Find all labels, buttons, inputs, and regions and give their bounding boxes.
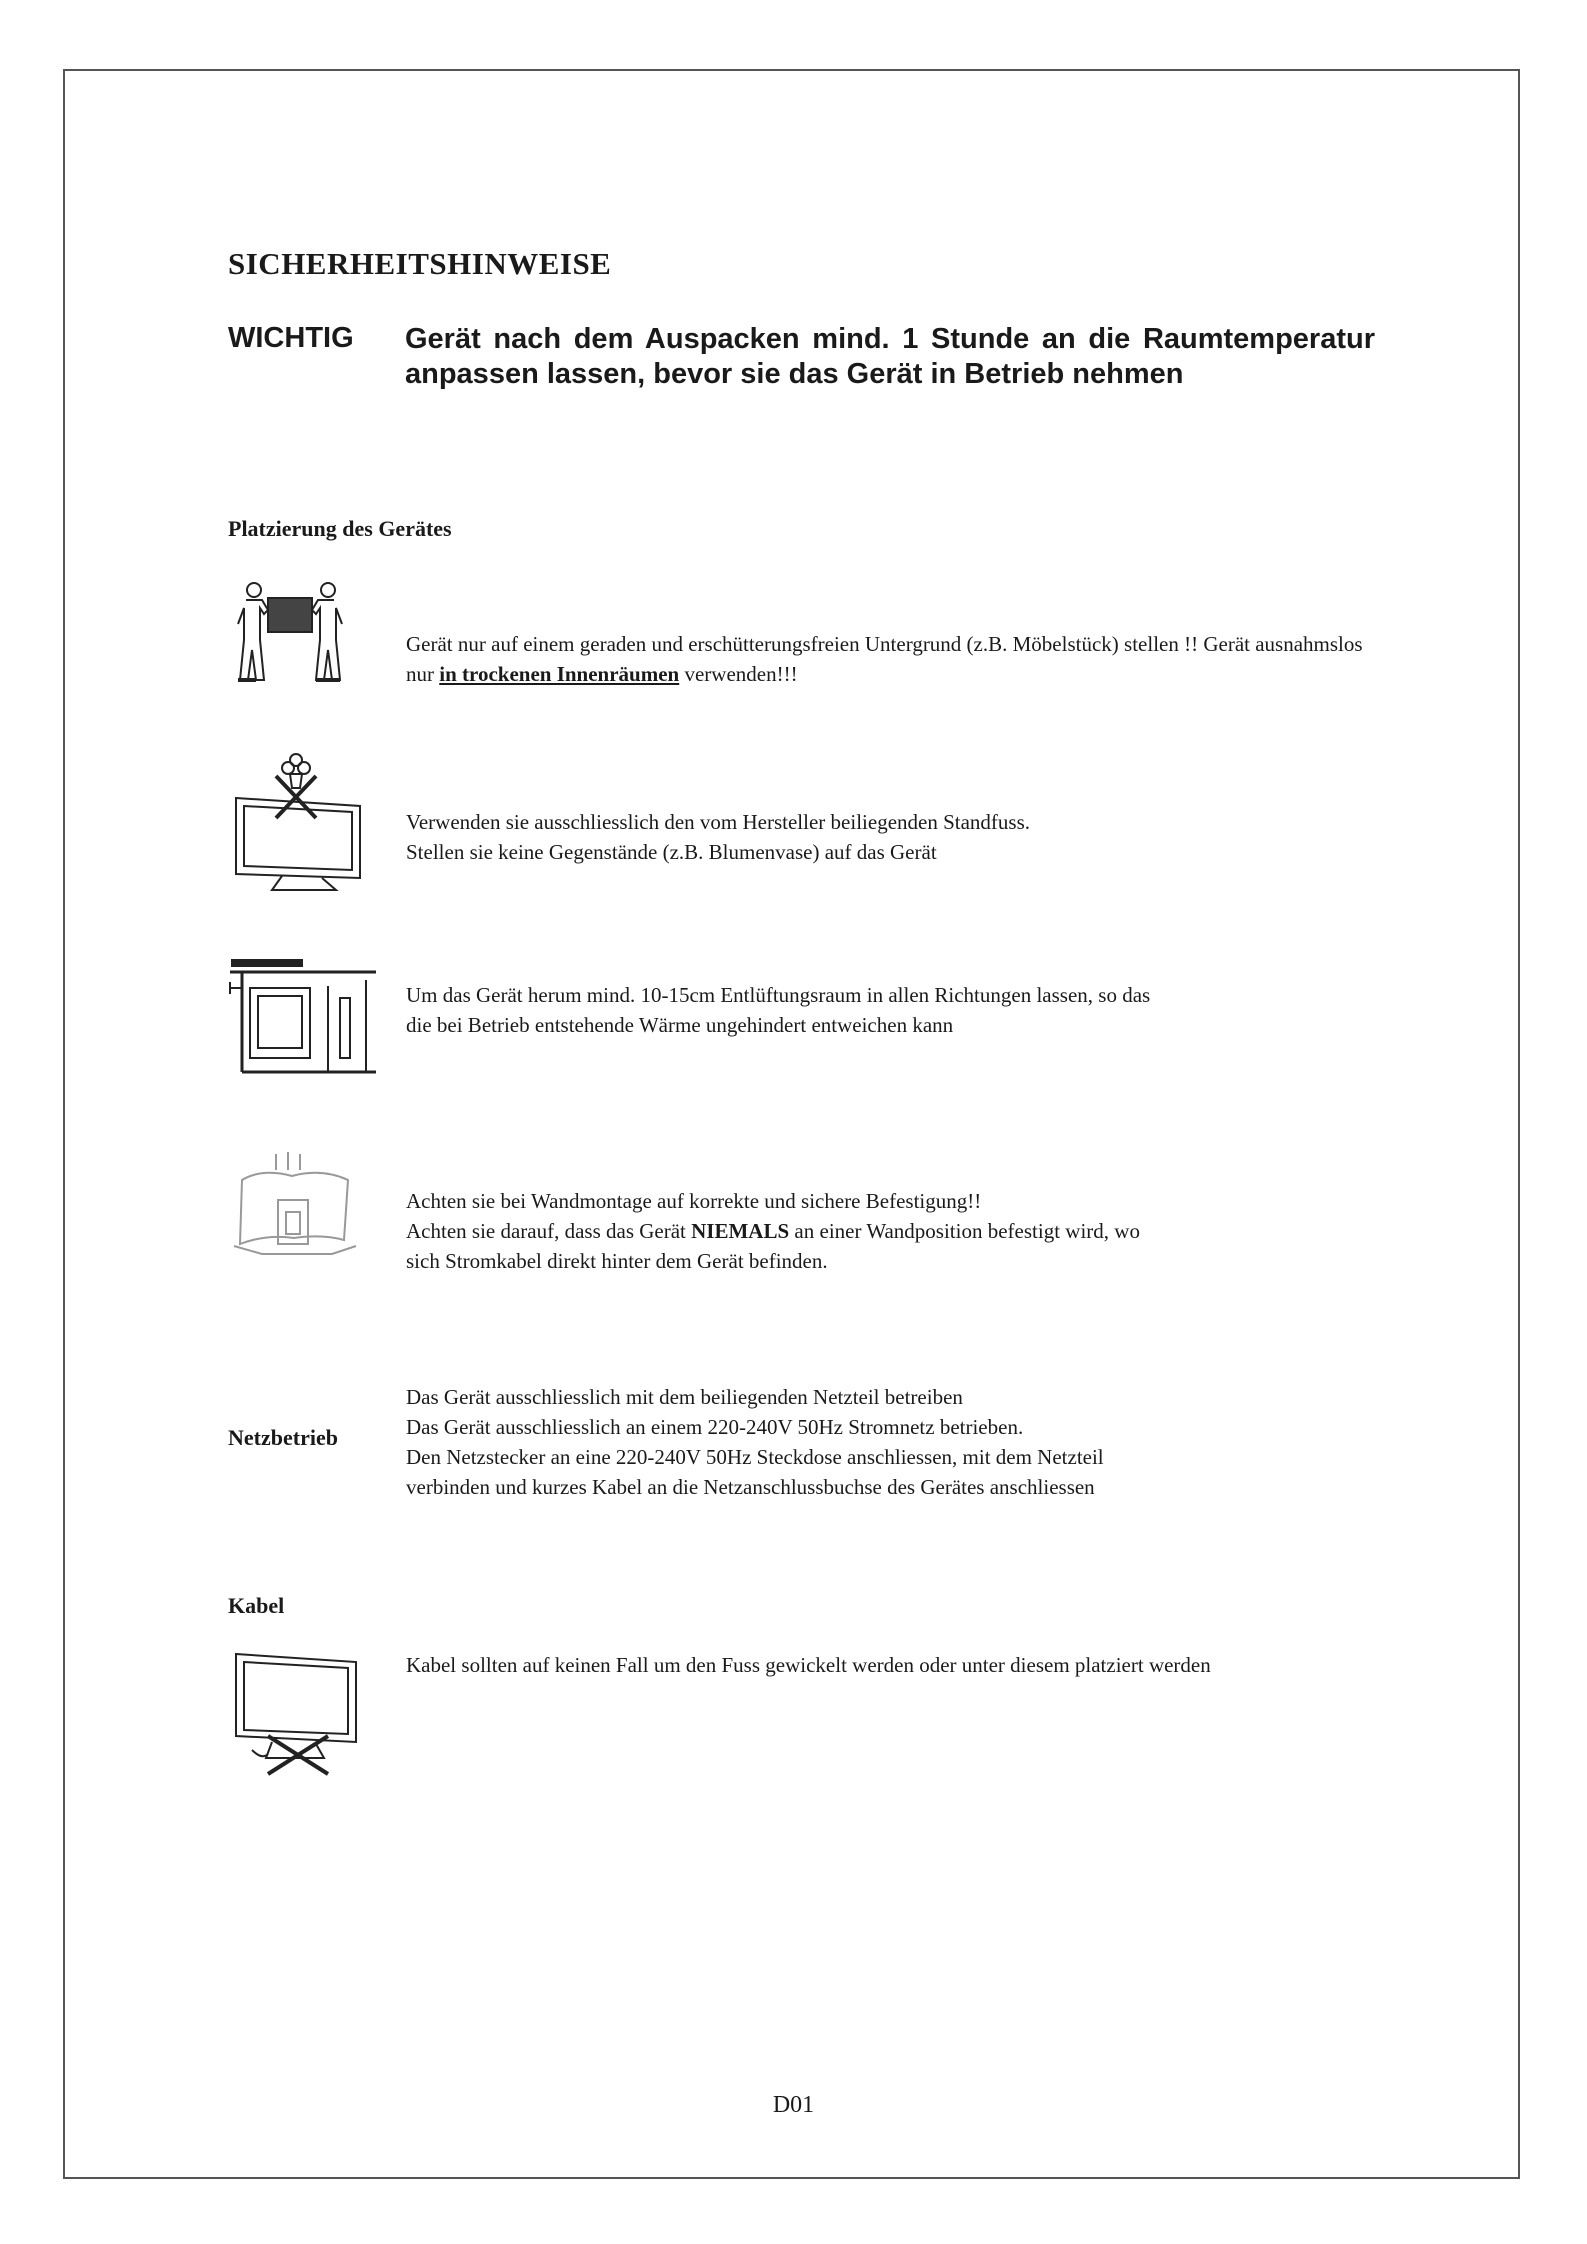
placement-heading: Platzierung des Gerätes	[228, 516, 452, 541]
placement-item2-text	[406, 807, 1376, 867]
placement-item4-line1: Achten sie bei Wandmontage auf korrekte und sichere Befestigung!!	[406, 1189, 982, 1213]
important-label: WICHTIG	[228, 322, 354, 354]
cable-heading: Kabel	[228, 1593, 285, 1618]
page-number: D01	[772, 2092, 815, 2118]
ventilation-clearance-icon	[228, 958, 378, 1078]
power-heading: Netzbetrieb	[228, 1425, 338, 1450]
placement-item1-emphasis: in trockenen Innenräumen	[439, 662, 680, 686]
page-title: SICHERHEITSHINWEISE	[228, 246, 612, 281]
no-objects-on-tv-icon	[232, 748, 372, 898]
power-line2: Das Gerät ausschliesslich an einem 220-240V 50Hz Stromnetz betrieben.	[406, 1415, 1024, 1439]
placement-item3-line2: die bei Betrieb entstehende Wärme ungehindert entweichen kann	[406, 1013, 954, 1037]
cable-text: Kabel sollten auf keinen Fall um den Fuss gewickelt werden oder unter diesem platziert werden	[406, 1653, 1211, 1677]
placement-item4-emphasis: NIEMALS	[691, 1219, 790, 1243]
placement-item1-text-a: Gerät nur auf einem geraden und erschütterungsfreien Untergrund (z.B. Möbelstück) stellen !! Gerät ausnahmslos nur	[406, 632, 1363, 686]
power-line3: Den Netzstecker an eine 220-240V 50Hz Steckdose anschliessen, mit dem Netzteil	[406, 1445, 1104, 1469]
placement-item4-line3: sich Stromkabel direkt hinter dem Gerät befinden.	[406, 1249, 828, 1273]
placement-item3-line1: Um das Gerät herum mind. 10-15cm Entlüftungsraum in allen Richtungen lassen, so das	[406, 983, 1151, 1007]
placement-item4-text	[406, 1186, 1376, 1276]
power-line4: verbinden und kurzes Kabel an die Netzanschlussbuchse des Gerätes anschliessen	[406, 1475, 1095, 1499]
power-text	[406, 1382, 1376, 1502]
placement-item3-text	[406, 980, 1376, 1040]
power-line1: Das Gerät ausschliesslich mit dem beiliegenden Netzteil betreiben	[406, 1385, 963, 1409]
placement-item2-line1: Verwenden sie ausschliesslich den vom Hersteller beiliegenden Standfuss.	[406, 810, 1031, 834]
placement-item4-line2a: Achten sie darauf, dass das Gerät	[406, 1219, 692, 1243]
placement-item4-line2b: an einer Wandposition befestigt wird, wo	[789, 1219, 1140, 1243]
wall-mount-icon	[232, 1150, 362, 1270]
two-people-carrying-tv-icon	[230, 580, 350, 690]
placement-item1-text-b: verwenden!!!	[679, 662, 798, 686]
placement-item2-line2: Stellen sie keine Gegenstände (z.B. Blumenvase) auf das Gerät	[406, 840, 937, 864]
important-text: Gerät nach dem Auspacken mind. 1 Stunde an die Raumtemperatur anpassen lassen, bevor sie das Gerät in Betrieb nehmen	[405, 323, 1375, 390]
placement-item1-text	[406, 629, 1376, 689]
no-cable-around-stand-icon	[232, 1650, 362, 1780]
